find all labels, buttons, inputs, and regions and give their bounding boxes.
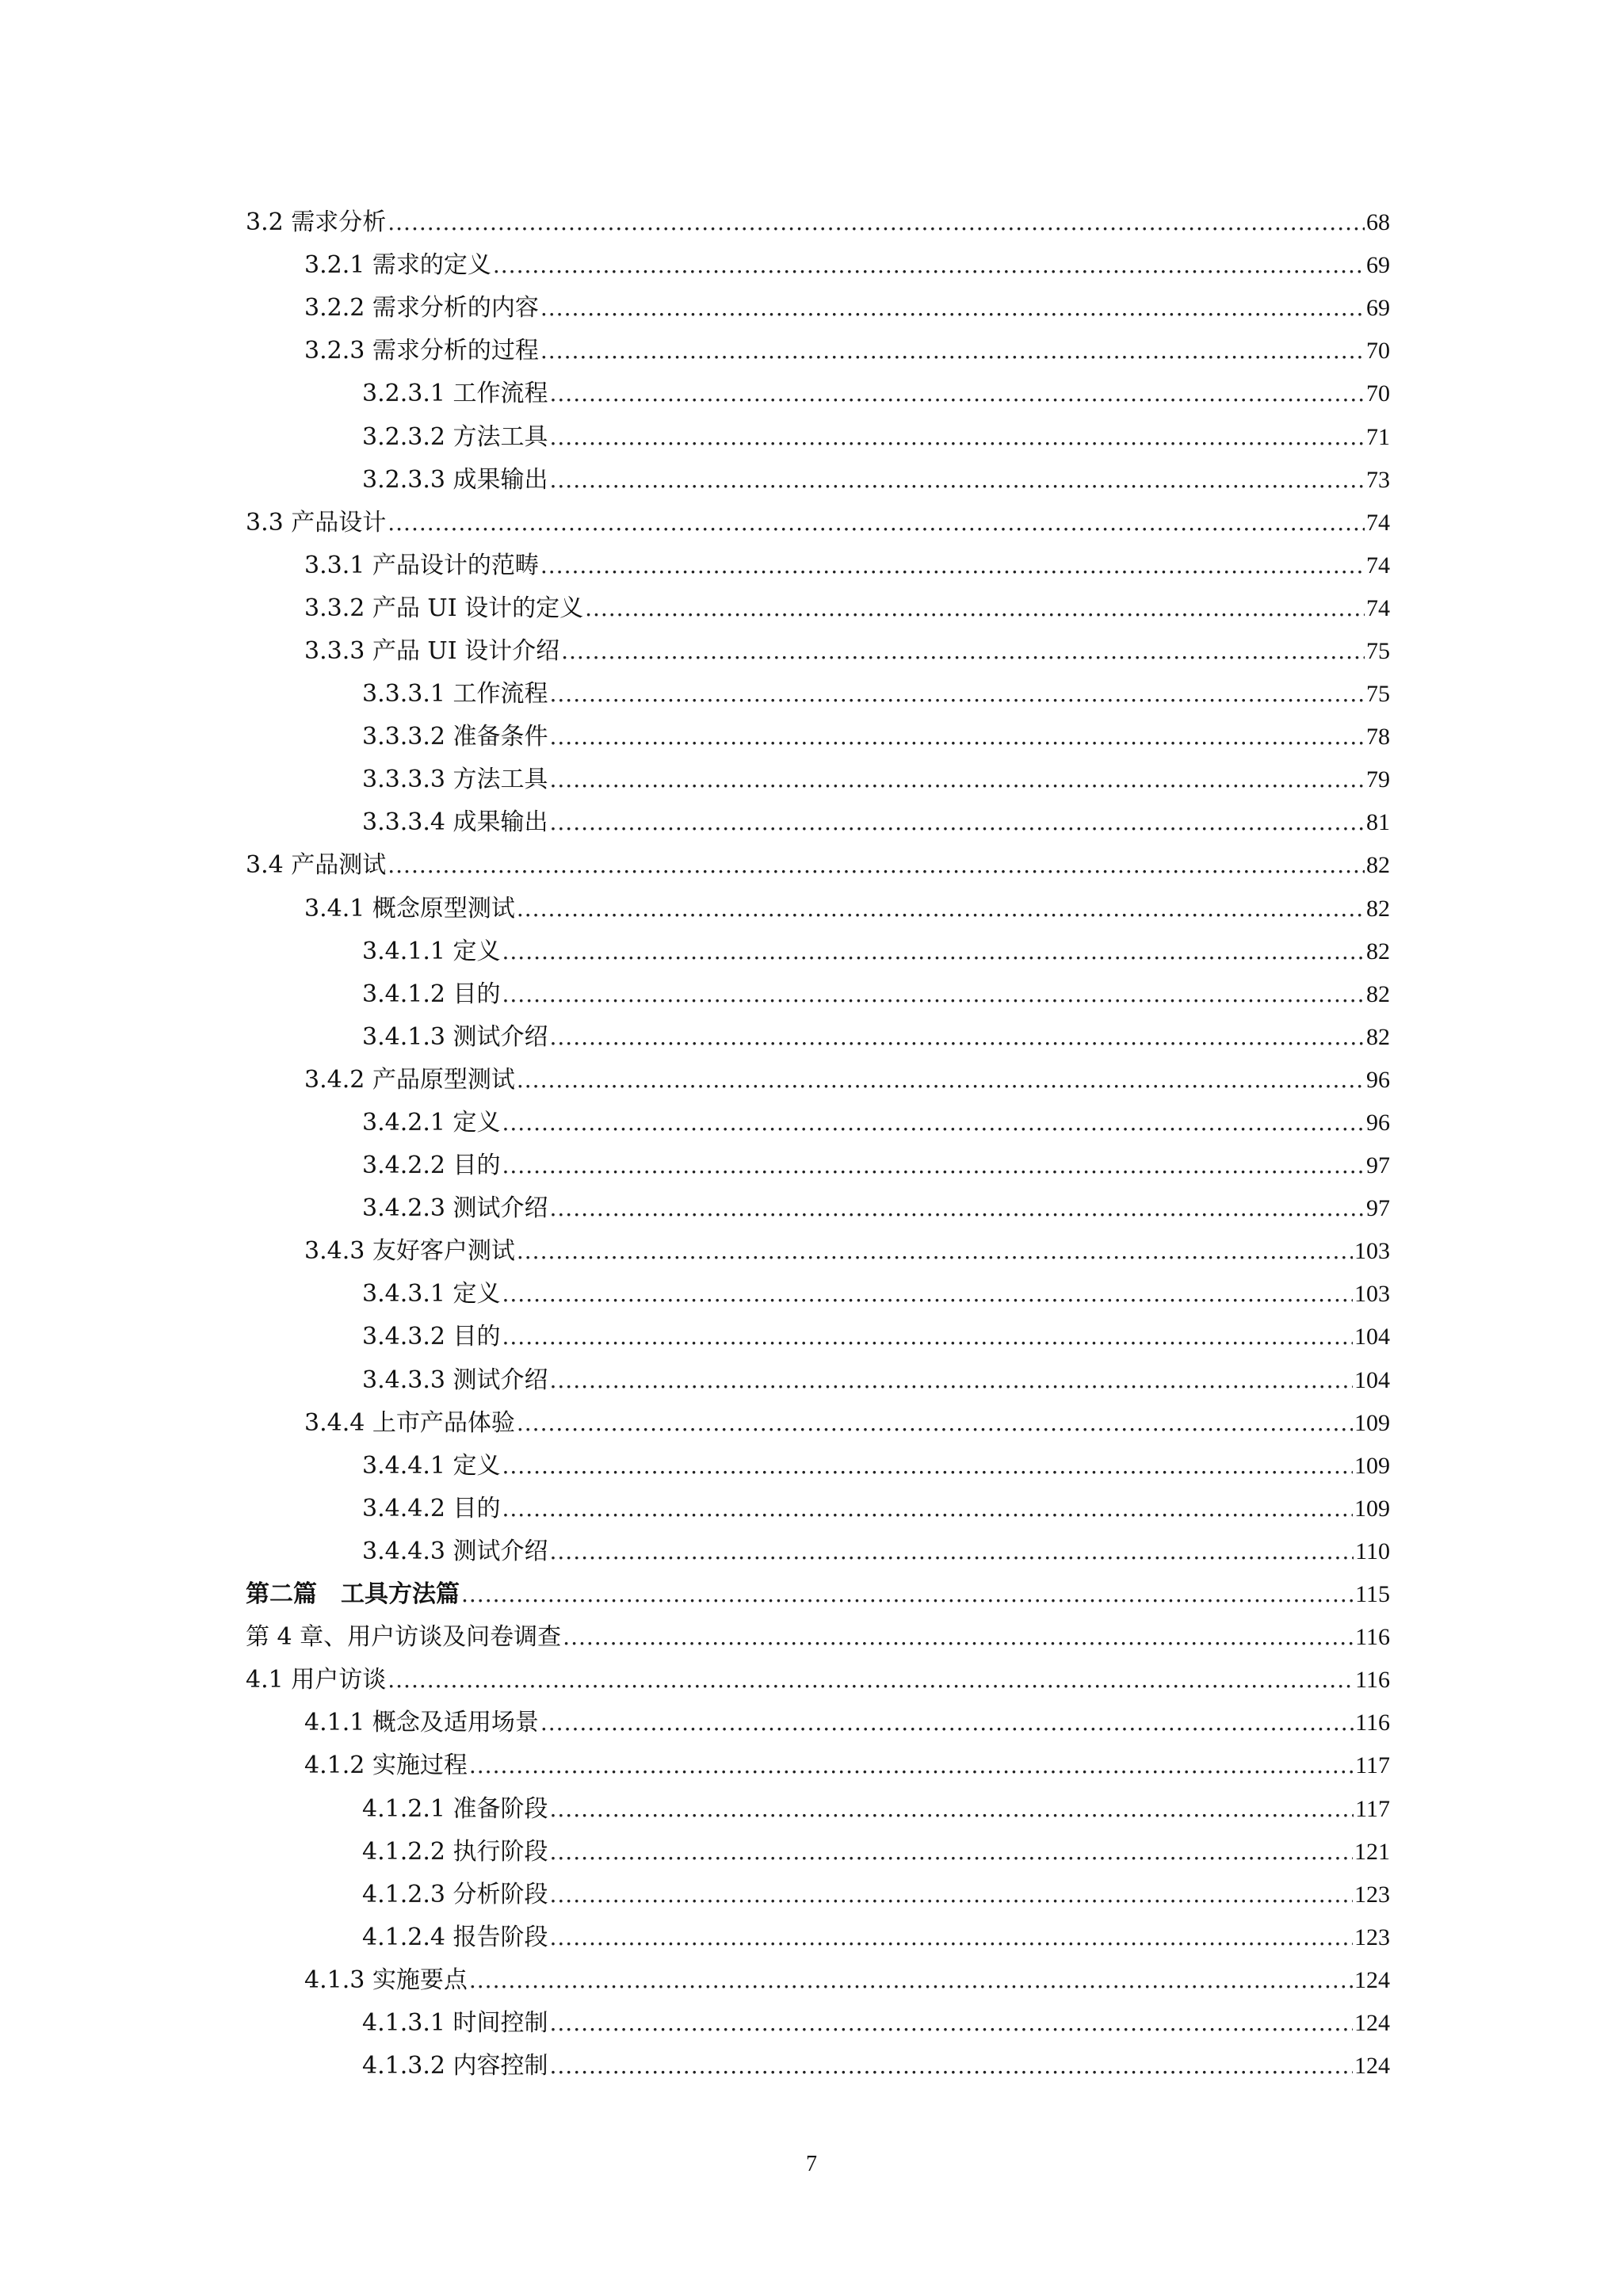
toc-entry-title: 4.1.2.3 分析阶段 bbox=[362, 1880, 548, 1908]
toc-entry-page: 124 bbox=[1354, 2053, 1390, 2080]
toc-entry-page: 82 bbox=[1366, 980, 1390, 1007]
toc-entry[interactable] bbox=[246, 973, 1390, 1016]
toc-entry-title: 3.4.3.1 定义 bbox=[362, 1280, 501, 1308]
toc-entry-title: 3.3.3 产品 UI 设计介绍 bbox=[304, 636, 560, 665]
toc-entry-page: 123 bbox=[1354, 1881, 1390, 1908]
toc-entry-title: 3.4.4.1 定义 bbox=[362, 1451, 501, 1480]
toc-entry-page: 74 bbox=[1366, 552, 1390, 579]
toc-leader-dots bbox=[563, 1626, 1354, 1648]
toc-entry-page: 74 bbox=[1366, 509, 1390, 536]
toc-leader-dots bbox=[550, 1798, 1354, 1820]
toc-leader-dots bbox=[517, 1069, 1365, 1091]
toc-entry-title: 3.2.3.2 方法工具 bbox=[362, 422, 548, 451]
toc-entry-page: 69 bbox=[1366, 295, 1390, 322]
toc-entry-page: 104 bbox=[1354, 1366, 1390, 1393]
toc-entry[interactable] bbox=[246, 459, 1390, 502]
toc-entry[interactable] bbox=[246, 1402, 1390, 1445]
table-of-contents bbox=[246, 201, 1390, 2088]
toc-entry-title: 3.2.1 需求的定义 bbox=[304, 251, 491, 280]
toc-entry-page: 82 bbox=[1366, 938, 1390, 965]
toc-entry[interactable] bbox=[246, 287, 1390, 330]
toc-entry-title: 3.3 产品设计 bbox=[246, 508, 387, 537]
toc-entry-page: 109 bbox=[1354, 1452, 1390, 1479]
toc-entry[interactable] bbox=[246, 502, 1390, 544]
toc-entry-page: 97 bbox=[1366, 1152, 1390, 1179]
toc-entry-title: 3.3.3.2 准备条件 bbox=[362, 723, 548, 751]
toc-entry-page: 81 bbox=[1366, 809, 1390, 836]
toc-leader-dots bbox=[561, 640, 1365, 663]
toc-entry-page: 109 bbox=[1354, 1409, 1390, 1436]
toc-entry[interactable] bbox=[246, 888, 1390, 930]
toc-entry[interactable] bbox=[246, 673, 1390, 716]
toc-leader-dots bbox=[502, 1112, 1365, 1134]
toc-entry-page: 96 bbox=[1366, 1066, 1390, 1093]
toc-entry[interactable] bbox=[246, 1488, 1390, 1530]
toc-leader-dots bbox=[550, 2055, 1354, 2077]
toc-entry[interactable] bbox=[246, 1273, 1390, 1316]
toc-entry-page: 123 bbox=[1354, 1924, 1390, 1950]
toc-leader-dots bbox=[550, 383, 1365, 405]
toc-entry-page: 117 bbox=[1355, 1795, 1390, 1822]
toc-entry-page: 78 bbox=[1366, 724, 1390, 751]
toc-entry-title: 3.4.2.2 目的 bbox=[362, 1152, 501, 1180]
toc-entry-title: 第 4 章、用户访谈及问卷调查 bbox=[246, 1623, 562, 1652]
toc-entry-title: 3.3.3.1 工作流程 bbox=[362, 680, 548, 709]
toc-entry-page: 103 bbox=[1354, 1281, 1390, 1308]
toc-leader-dots bbox=[550, 1884, 1354, 1906]
toc-leader-dots bbox=[540, 340, 1365, 362]
toc-leader-dots bbox=[502, 1498, 1354, 1520]
toc-entry-page: 116 bbox=[1355, 1710, 1390, 1736]
toc-leader-dots bbox=[550, 1198, 1365, 1220]
toc-entry[interactable] bbox=[246, 587, 1390, 630]
toc-entry[interactable] bbox=[246, 201, 1390, 244]
toc-entry[interactable] bbox=[246, 1059, 1390, 1102]
toc-leader-dots bbox=[502, 941, 1365, 963]
toc-entry-title: 3.3.2 产品 UI 设计的定义 bbox=[304, 594, 584, 622]
toc-entry[interactable] bbox=[246, 415, 1390, 458]
toc-entry-page: 96 bbox=[1366, 1110, 1390, 1137]
toc-entry[interactable] bbox=[246, 244, 1390, 287]
toc-entry[interactable] bbox=[246, 1573, 1390, 1616]
toc-entry-page: 104 bbox=[1354, 1324, 1390, 1350]
toc-entry-page: 71 bbox=[1366, 423, 1390, 450]
toc-entry-title: 3.3.3.3 方法工具 bbox=[362, 766, 548, 794]
toc-entry-page: 109 bbox=[1354, 1495, 1390, 1522]
toc-entry[interactable] bbox=[246, 1959, 1390, 2002]
toc-entry-title: 3.4.1 概念原型测试 bbox=[304, 894, 515, 923]
toc-entry[interactable] bbox=[246, 801, 1390, 844]
toc-entry-title: 3.2.3.1 工作流程 bbox=[362, 380, 548, 408]
toc-entry-title: 3.2.2 需求分析的内容 bbox=[304, 294, 539, 323]
toc-entry-title: 3.4.3.2 目的 bbox=[362, 1323, 501, 1351]
toc-leader-dots bbox=[517, 1240, 1353, 1263]
toc-entry-title: 4.1.3.2 内容控制 bbox=[362, 2052, 548, 2080]
toc-entry-title: 3.4.2.1 定义 bbox=[362, 1109, 501, 1137]
toc-entry[interactable] bbox=[246, 1445, 1390, 1488]
toc-leader-dots bbox=[540, 1712, 1354, 1734]
toc-entry[interactable] bbox=[246, 372, 1390, 415]
toc-entry-title: 3.4.2.3 测试介绍 bbox=[362, 1194, 548, 1223]
toc-leader-dots bbox=[550, 469, 1365, 491]
toc-entry-page: 69 bbox=[1366, 252, 1390, 279]
toc-entry-page: 74 bbox=[1366, 594, 1390, 621]
toc-entry-page: 117 bbox=[1355, 1752, 1390, 1779]
toc-entry-title: 3.3.1 产品设计的范畴 bbox=[304, 551, 539, 579]
toc-leader-dots bbox=[550, 683, 1365, 705]
page-number: 7 bbox=[806, 2152, 817, 2176]
toc-entry-title: 3.3.3.4 成果输出 bbox=[362, 808, 548, 837]
toc-leader-dots bbox=[550, 2012, 1354, 2034]
toc-leader-dots bbox=[469, 1755, 1354, 1777]
toc-entry-page: 124 bbox=[1354, 1966, 1390, 1993]
toc-entry-title: 4.1.1 概念及适用场景 bbox=[304, 1709, 539, 1737]
toc-entry-title: 3.4.1.3 测试介绍 bbox=[362, 1022, 548, 1051]
toc-entry[interactable] bbox=[246, 1359, 1390, 1402]
toc-entry-page: 110 bbox=[1355, 1538, 1390, 1564]
toc-leader-dots bbox=[585, 598, 1365, 620]
toc-entry[interactable] bbox=[246, 1831, 1390, 1874]
toc-leader-dots bbox=[540, 297, 1365, 319]
toc-entry[interactable] bbox=[246, 844, 1390, 887]
toc-leader-dots bbox=[550, 769, 1365, 791]
toc-leader-dots bbox=[540, 555, 1365, 577]
toc-entry[interactable] bbox=[246, 2045, 1390, 2088]
toc-entry[interactable] bbox=[246, 330, 1390, 372]
toc-leader-dots bbox=[550, 1541, 1354, 1563]
toc-leader-dots bbox=[469, 1969, 1353, 1992]
toc-entry-title: 4.1.2 实施过程 bbox=[304, 1752, 468, 1780]
toc-entry-title: 3.2.3 需求分析的过程 bbox=[304, 337, 539, 365]
toc-entry[interactable] bbox=[246, 1787, 1390, 1830]
toc-entry-page: 82 bbox=[1366, 852, 1390, 879]
toc-entry-page: 75 bbox=[1366, 681, 1390, 708]
toc-leader-dots bbox=[550, 812, 1365, 834]
toc-leader-dots bbox=[388, 854, 1365, 877]
toc-entry-page: 82 bbox=[1366, 895, 1390, 922]
toc-leader-dots bbox=[550, 426, 1365, 449]
toc-entry-title: 4.1 用户访谈 bbox=[246, 1666, 387, 1694]
toc-entry-title: 4.1.3 实施要点 bbox=[304, 1966, 468, 1994]
toc-leader-dots bbox=[550, 726, 1365, 748]
toc-entry[interactable] bbox=[246, 1102, 1390, 1144]
toc-entry-page: 116 bbox=[1355, 1667, 1390, 1694]
toc-leader-dots bbox=[502, 984, 1365, 1006]
toc-leader-dots bbox=[388, 512, 1365, 534]
toc-entry[interactable] bbox=[246, 716, 1390, 758]
toc-entry-title: 3.4.4 上市产品体验 bbox=[304, 1408, 515, 1437]
toc-entry[interactable] bbox=[246, 1187, 1390, 1230]
toc-entry-title: 3.4.3.3 测试介绍 bbox=[362, 1366, 548, 1394]
toc-entry[interactable] bbox=[246, 1016, 1390, 1059]
toc-leader-dots bbox=[502, 1155, 1365, 1177]
toc-entry[interactable] bbox=[246, 544, 1390, 587]
toc-leader-dots bbox=[550, 1841, 1354, 1863]
toc-entry-page: 70 bbox=[1366, 338, 1390, 365]
toc-entry[interactable] bbox=[246, 1530, 1390, 1573]
toc-leader-dots bbox=[388, 1669, 1354, 1691]
toc-entry-page: 121 bbox=[1354, 1838, 1390, 1865]
toc-entry-page: 70 bbox=[1366, 380, 1390, 407]
toc-entry-page: 97 bbox=[1366, 1195, 1390, 1222]
toc-entry-page: 68 bbox=[1366, 209, 1390, 236]
toc-entry-title: 4.1.2.2 执行阶段 bbox=[362, 1837, 548, 1866]
toc-entry-title: 4.1.3.1 时间控制 bbox=[362, 2008, 548, 2037]
toc-entry-page: 116 bbox=[1355, 1624, 1390, 1651]
toc-entry[interactable] bbox=[246, 1659, 1390, 1702]
toc-entry-title: 3.4.2 产品原型测试 bbox=[304, 1065, 515, 1094]
toc-entry-page: 75 bbox=[1366, 637, 1390, 664]
toc-entry[interactable] bbox=[246, 1316, 1390, 1358]
toc-leader-dots bbox=[388, 212, 1365, 234]
toc-entry-page: 82 bbox=[1366, 1023, 1390, 1050]
toc-leader-dots bbox=[517, 898, 1365, 920]
toc-leader-dots bbox=[550, 1026, 1365, 1049]
toc-entry-title: 3.4.3 友好客户测试 bbox=[304, 1237, 515, 1266]
toc-entry-page: 79 bbox=[1366, 766, 1390, 793]
toc-entry-title: 3.4.1.1 定义 bbox=[362, 937, 501, 965]
toc-entry-page: 103 bbox=[1354, 1238, 1390, 1265]
toc-entry[interactable] bbox=[246, 2002, 1390, 2045]
toc-entry[interactable] bbox=[246, 630, 1390, 673]
toc-entry[interactable] bbox=[246, 758, 1390, 801]
toc-entry[interactable] bbox=[246, 1916, 1390, 1959]
toc-entry[interactable] bbox=[246, 1874, 1390, 1916]
toc-entry[interactable] bbox=[246, 1616, 1390, 1659]
toc-leader-dots bbox=[502, 1455, 1354, 1477]
toc-entry-title: 3.4.1.2 目的 bbox=[362, 980, 501, 1008]
toc-leader-dots bbox=[461, 1584, 1354, 1606]
toc-entry[interactable] bbox=[246, 1144, 1390, 1187]
toc-entry-title: 4.1.2.1 准备阶段 bbox=[362, 1794, 548, 1823]
toc-entry-page: 124 bbox=[1354, 2009, 1390, 2036]
toc-entry-title: 3.4.4.2 目的 bbox=[362, 1494, 501, 1522]
toc-leader-dots bbox=[550, 1927, 1354, 1949]
toc-entry-page: 115 bbox=[1355, 1581, 1390, 1608]
toc-entry-page: 73 bbox=[1366, 466, 1390, 493]
toc-leader-dots bbox=[550, 1370, 1354, 1392]
toc-entry-title: 4.1.2.4 报告阶段 bbox=[362, 1923, 548, 1951]
toc-leader-dots bbox=[493, 254, 1365, 277]
toc-leader-dots bbox=[517, 1412, 1353, 1435]
toc-entry-title: 第二篇 工具方法篇 bbox=[246, 1580, 460, 1609]
toc-entry[interactable] bbox=[246, 1702, 1390, 1744]
toc-entry[interactable] bbox=[246, 1744, 1390, 1787]
toc-leader-dots bbox=[502, 1326, 1354, 1348]
toc-entry-title: 3.4 产品测试 bbox=[246, 851, 387, 880]
toc-entry[interactable] bbox=[246, 930, 1390, 973]
toc-leader-dots bbox=[502, 1283, 1354, 1305]
toc-entry[interactable] bbox=[246, 1230, 1390, 1273]
toc-entry-title: 3.4.4.3 测试介绍 bbox=[362, 1537, 548, 1565]
toc-entry-title: 3.2 需求分析 bbox=[246, 208, 387, 237]
toc-entry-title: 3.2.3.3 成果输出 bbox=[362, 465, 548, 494]
